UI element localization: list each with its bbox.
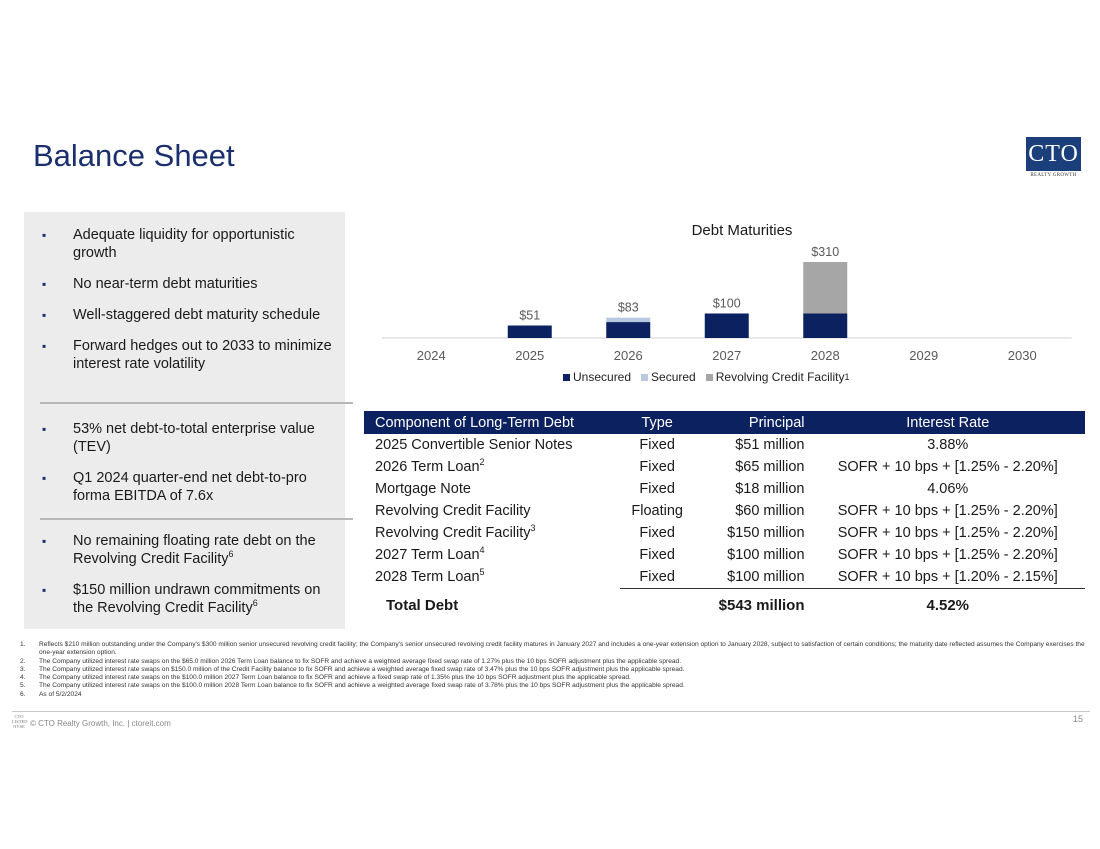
footnote-number: 1. [20, 641, 26, 648]
table-total-row [364, 588, 1085, 622]
footnote-text: The Company utilized interest rate swaps on the $100.0 million 2027 Term Loan balance to fix SOFR and achieve a fixed swap rate of 1.35% plus the 10 bps SOFR adjustment plus the applicable spread. [39, 674, 631, 682]
footnote [20, 674, 1090, 682]
x-tick-label: 2030 [1007, 348, 1037, 363]
cell-type: Fixed [639, 525, 675, 541]
column-header: Interest Rate [811, 411, 1085, 434]
cell-principal: $51 million [735, 437, 805, 453]
footnotes [20, 641, 1090, 699]
legend-label: Revolving Credit Facility [715, 370, 845, 384]
column-header: Principal [695, 411, 811, 434]
footnote-text: The Company utilized interest rate swaps on the $100.0 million 2028 Term Loan balance to fix SOFR and achieve a weighted average fixed swap rate of 3.78% plus the 10 bps SOFR adjustment plus the applicable spread. [39, 682, 685, 690]
footnote-text: Reflects $210 million outstanding under the Company's $300 million senior unsecured revolving credit facility; the Company's senior unsecured revolving credit facility matures in January 2027 and includes a one-year extension option to January 2028, subject to satisfaction of certain conditions; the maturity date reflected assumes the Company exercises the one-year extension option. [39, 641, 1085, 657]
debt-table [364, 411, 1085, 622]
bullet-item: ▪ No remaining floating rate debt on the Revolving Credit Facility$^6$ [42, 532, 332, 568]
footnote-text: The Company utilized interest rate swaps on the $65.0 million 2026 Term Loan balance to fix SOFR and achieve a weighted average fixed swap rate of 1.27% plus the 10 bps SOFR adjustment plus the applicable spread. [39, 657, 682, 665]
legend-item-secured [641, 370, 696, 384]
page-number: 15 [1073, 714, 1084, 724]
legend-swatch-revolving [706, 374, 713, 381]
cell-component: Mortgage Note [375, 481, 471, 497]
bar-segment-unsecured [508, 325, 552, 338]
total-label: Total Debt [386, 596, 459, 614]
legend-label: Secured [651, 370, 696, 384]
logo-mark: CTO [1026, 137, 1081, 171]
table-row [364, 544, 1085, 566]
data-label: $51 [519, 308, 541, 323]
logo-subtext: REALTY GROWTH [1030, 173, 1077, 178]
bullet-item: ▪ Well-staggered debt maturity schedule [42, 306, 332, 324]
cell-type [620, 588, 695, 622]
x-tick-label: 2028 [810, 348, 840, 363]
footer-logo-line: LISTED [12, 719, 28, 724]
table-row [364, 522, 1085, 544]
data-label: $100 [712, 296, 741, 311]
cell-rate: SOFR + 10 bps + [1.25% - 2.20%] [837, 459, 1058, 475]
company-logo [1026, 137, 1081, 178]
debt-maturities-chart [360, 215, 1100, 395]
legend-item-unsecured [563, 370, 631, 384]
cell-rate: SOFR + 10 bps + [1.20% - 2.15%] [811, 566, 1085, 588]
cell-rate: 3.88% [927, 437, 969, 453]
bar-segment-revolving-credit-facility [803, 262, 847, 313]
bar-segment-unsecured [705, 313, 749, 338]
legend-item-revolving: Revolving Credit Facility 1 [706, 370, 850, 384]
chart-svg [360, 215, 1100, 395]
cell-principal: $150 million [727, 525, 805, 541]
footnote-number: 4. [20, 674, 26, 682]
table-row [364, 500, 1085, 522]
highlights-panel [24, 212, 345, 629]
footnote-text: As of 5/2/2024 [39, 690, 82, 698]
footnote [20, 658, 1090, 666]
legend-label: Unsecured [573, 370, 632, 384]
cell-rate: 4.06% [927, 481, 969, 497]
cell-type: Fixed [639, 459, 675, 475]
footnote-text: The Company utilized interest rate swaps on $150.0 million of the Credit Facility balance to fix SOFR and achieve a weighted average fixed swap rate of 3.47% plus the 10 bps SOFR adjustment plus the applicable spread. [39, 665, 685, 673]
bullet-item: ▪ No near-term debt maturities [42, 275, 332, 293]
cell-principal: $100 million [695, 566, 811, 588]
highlights-group-leverage [42, 420, 332, 518]
footer-logo-line: CTO [14, 714, 24, 719]
footnote-number: 3. [20, 665, 26, 673]
cell-rate: SOFR + 10 bps + [1.25% - 2.20%] [837, 547, 1058, 563]
footnote-number: 2. [20, 657, 26, 665]
data-label: $310 [811, 245, 840, 259]
cell-type: Fixed [639, 437, 675, 453]
footnote [20, 641, 1090, 658]
cell-component: Revolving Credit Facility$^3$ [375, 523, 536, 541]
table-row [364, 456, 1085, 478]
table-body [364, 434, 1085, 622]
footnote [20, 666, 1090, 674]
footer-copyright: © CTO Realty Growth, Inc. | ctoreit.com [30, 719, 171, 728]
bullet-item: ▪ Q1 2024 quarter-end net debt-to-pro forma EBITDA of 7.6x [42, 469, 332, 505]
bar-segment-unsecured [803, 313, 847, 338]
x-tick-label: 2024 [416, 348, 446, 363]
highlights-group-facility [42, 532, 332, 630]
chart-legend [563, 370, 849, 384]
bullet-item: ▪ $150 million undrawn commitments on the Revolving Credit Facility$^6$ [42, 581, 332, 617]
cell-type: Fixed [620, 566, 695, 588]
footnote-number: 6. [20, 690, 26, 698]
footnote [20, 682, 1090, 690]
highlights-group-liquidity [42, 226, 332, 386]
panel-divider [40, 518, 353, 520]
cell-component: 2026 Term Loan$^2$ [375, 457, 485, 475]
cell-component: 2025 Convertible Senior Notes [375, 437, 573, 453]
x-tick-label: 2029 [909, 348, 939, 363]
total-principal: $543 million [718, 596, 805, 614]
cell-rate: SOFR + 10 bps + [1.25% - 2.20%] [837, 503, 1058, 519]
legend-swatch-secured [641, 374, 648, 381]
column-header: Type [620, 411, 695, 434]
footer-divider [12, 711, 1090, 712]
cell-principal: $18 million [735, 481, 805, 497]
x-tick-label: 2027 [712, 348, 742, 363]
table-header-row [364, 411, 1085, 434]
panel-divider [40, 402, 353, 404]
cell-component: 2027 Term Loan$^4$ [375, 545, 485, 563]
total-rate: 4.52% [926, 596, 970, 614]
cell-principal: $100 million [727, 547, 805, 563]
data-label: $83 [617, 300, 639, 315]
table-row [364, 478, 1085, 500]
cell-component: 2028 Term Loan$^5$ [375, 567, 485, 585]
cell-principal: $65 million [735, 459, 805, 475]
cell-type: Fixed [639, 547, 675, 563]
bullet-item: ▪ 53% net debt-to-total enterprise value (TEV) [42, 420, 332, 456]
bullet-item: ▪ Adequate liquidity for opportunistic growth [42, 226, 332, 262]
cell-rate: SOFR + 10 bps + [1.25% - 2.20%] [837, 525, 1058, 541]
footer-logo [12, 714, 26, 729]
bullet-item: ▪ Forward hedges out to 2033 to minimize interest rate volatility [42, 337, 332, 373]
table-row [364, 566, 1085, 588]
page-title: Balance Sheet [33, 138, 235, 173]
footer-logo-line: NYSE [13, 724, 25, 729]
footnote [20, 691, 1090, 699]
cell-type: Floating [631, 503, 683, 519]
cell-component: Revolving Credit Facility [375, 503, 531, 519]
table-row [364, 434, 1085, 456]
column-header: Component of Long-Term Debt [364, 411, 620, 434]
footnote-number: 5. [20, 682, 26, 690]
cell-principal: $60 million [735, 503, 805, 519]
bar-segment-secured [606, 318, 650, 322]
x-tick-label: 2026 [613, 348, 643, 363]
chart-title: Debt Maturities [691, 222, 793, 239]
cell-type: Fixed [639, 481, 675, 497]
x-tick-label: 2025 [515, 348, 545, 363]
legend-swatch-unsecured [563, 374, 570, 381]
bar-segment-unsecured [606, 322, 650, 338]
